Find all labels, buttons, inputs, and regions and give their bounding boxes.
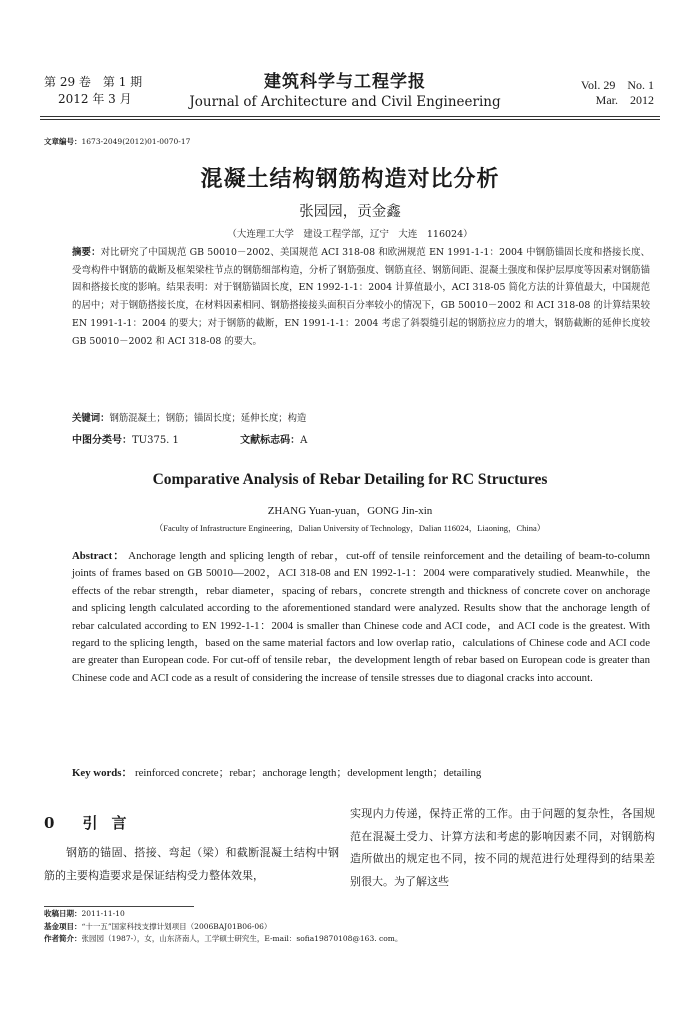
clc-label: 中图分类号： <box>72 435 132 446</box>
author-label: 作者简介： <box>44 934 82 943</box>
abstract-cn-text: 对比研究了中国规范 GB 50010－2002、美国规范 ACI 318-08 和欧洲规范 EN 1991-1-1：2004 中钢筋锚固长度和搭接长度、受弯构件中钢筋的截断及框架梁柱节点的钢筋细部构造，分析了钢筋强度、钢筋直径、钢筋间距、混凝土强度和保护层厚度等因素对钢筋锚固和搭接长度的影响。结果表明：对于钢筋锚固长度，EN 1992-1-1：2004 计算值最小，ACI 318-05 简化方法的计算值最大，中国规范的居中；对于钢筋搭接长度，在材料因素相同、钢筋搭接接头面积百分率较小的情况下，GB 50010－2002 和 ACI 318-08 的计算结果较 EN 1991-1-1：2004 的要大；对于钢筋的截断，EN 1991-1-1：2004 考虑了斜裂缝引起的钢筋拉应力的增大，钢筋截断的延伸长度较 GB 50010－2002 和 ACI 318-08 的要大。 <box>72 247 650 347</box>
abstract-en-label: Abstract： <box>72 550 126 562</box>
keywords-en-label: Key words： <box>72 767 133 779</box>
authors-en: ZHANG Yuan-yuan，GONG Jin-xin <box>267 505 433 517</box>
received-value: 2011-11-10 <box>81 909 125 918</box>
author-value: 张园园（1987-），女，山东济南人，工学硕士研究生，E-mail：sofia19870108@163. com。 <box>81 934 403 943</box>
keywords-cn-label: 关键词： <box>72 413 110 424</box>
keywords-en <box>72 765 650 780</box>
header-volume-issue-en <box>581 78 654 108</box>
body-left-column: 钢筋的锚固、搭接、弯起（梁）和截断混凝土结构中钢筋的主要构造要求是保证结构受力整体效果， <box>44 846 339 882</box>
footnotes <box>44 908 644 946</box>
header-volume-issue-cn <box>44 74 142 108</box>
received-label: 收稿日期： <box>44 909 82 918</box>
fund-label: 基金项目： <box>44 921 82 931</box>
body-right-column: 实现内力传递，保持正常的工作。由于问题的复杂性，各国规范在混凝土受力、计算方法和考虑的影响因素不同，对钢筋构造所做出的规定也不同，按不同的规范进行处理得到的结果差别很大。为了解这些 <box>350 807 655 888</box>
paper-title-en: Comparative Analysis of Rebar Detailing for RC Structures <box>152 471 548 488</box>
footnote-received <box>44 908 644 921</box>
authors-cn: 张园园，贡金鑫 <box>299 204 401 220</box>
abstract-cn-label: 摘要： <box>72 247 101 258</box>
journal-masthead <box>180 72 510 112</box>
keywords-cn-text: 钢筋混凝土；钢筋；锚固长度；延伸长度；构造 <box>109 413 307 424</box>
header-rule-bottom <box>40 119 660 120</box>
date-en: Mar. 2012 <box>595 93 654 107</box>
doc-code-label: 文献标志码： <box>240 435 301 446</box>
vol-issue-en: Vol. 29 No. 1 <box>580 78 654 92</box>
abstract-en <box>72 548 650 687</box>
article-number <box>44 136 190 147</box>
date-cn: 2012 年 3 月 <box>58 92 132 106</box>
fund-value: “十一五”国家科技支撑计划项目（2006BAJ01B06-06） <box>81 921 272 931</box>
footnote-fund <box>44 921 644 934</box>
doc-code-value: A <box>300 435 308 446</box>
abstract-en-text: Anchorage length and splicing length of rebar，cut-off of tensile reinforcement and the detailing of beam-to-column joints of frames based on GB 50010—2002，ACI 318-08 and EN 1992-1-1：2004 were comparatively studied. Meanwhile，the effects of the rebar strength，rebar diameter，spacing of rebars，concrete strength and thickness of concrete cover on anchorage and splicing length calculated according to the aforementioned standard were analyzed. Results show that the anchorage length of rebar calculated according to EN 1992-1-1：2004 is smaller than Chinese code and ACI code，and ACI code is the greatest. With regard to the splicing length，based on the same material factors and low overlap ratio，calculations of Chinese code and ACI code are greater than European code. For cut-off of tensile rebar，the development length of rebar based on European code is greater than Chinese code and ACI code as a result of considering the increase of tensile stresses due to diagonal cracks into account. <box>72 550 650 684</box>
section-title: 引言 <box>82 814 141 832</box>
abstract-cn <box>72 244 650 350</box>
journal-title-en: Journal of Architecture and Civil Engineering <box>189 94 501 110</box>
keywords-cn <box>72 410 652 424</box>
clc-value: TU375. 1 <box>132 435 179 446</box>
footnote-author <box>44 933 644 946</box>
affiliation-en: （Faculty of Infrastructure Engineering，Dalian University of Technology，Dalian 116024，Liaoning，China） <box>154 523 546 533</box>
paper-title-cn: 混凝土结构钢筋构造对比分析 <box>200 167 500 192</box>
article-number-value: 1673-2049(2012)01-0070-17 <box>81 137 191 146</box>
footnote-divider <box>44 906 194 907</box>
vol-issue-cn: 第 29 卷 第 1 期 <box>44 75 143 89</box>
section-heading <box>44 812 140 833</box>
classification-line <box>72 431 652 446</box>
section-number: 0 <box>44 814 55 832</box>
article-number-label: 文章编号： <box>44 137 82 146</box>
header-rule-top <box>40 116 660 117</box>
journal-title-cn: 建筑科学与工程学报 <box>264 72 426 92</box>
affiliation-cn: （大连理工大学 建设工程学部，辽宁 大连 116024） <box>227 229 473 240</box>
keywords-en-text: reinforced concrete；rebar；anchorage length；development length；detailing <box>134 767 482 779</box>
